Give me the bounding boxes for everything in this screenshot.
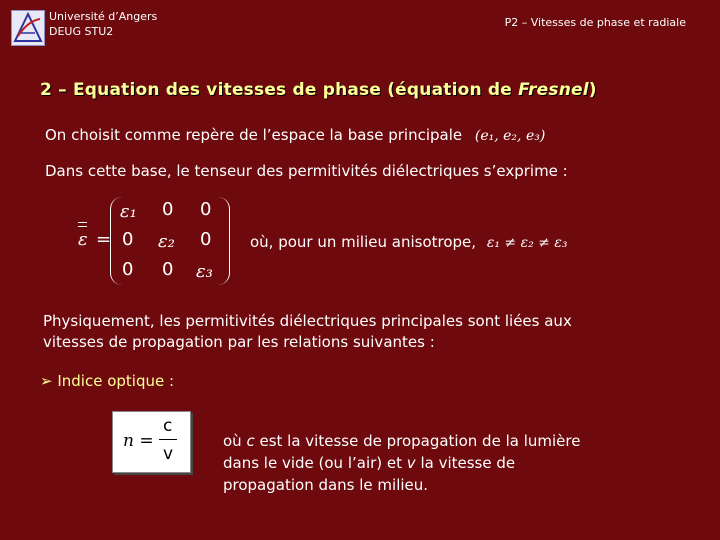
description-text: la vitesse de [415,454,516,472]
description-text: est la vitesse de propagation de la lumière [254,432,581,450]
matrix-cell-zero: 0 [122,259,134,280]
intro-line-1 [45,126,545,144]
formula-numerator: c [163,416,173,436]
matrix-cell-zero: 0 [162,259,174,280]
physics-paragraph [43,311,572,353]
description-text: dans le vide (ou l’air) et [223,454,407,472]
tensor-bar [78,222,87,227]
paragraph-line-1: Physiquement, les permitivités diélectriques principales sont liées aux [43,312,572,330]
matrix-cell-zero: 0 [162,199,174,220]
matrix-cell-eps2: ε₂ [158,231,175,252]
formula-n: n = [123,431,154,451]
formula-denominator: v [163,444,174,464]
matrix-cell-zero: 0 [200,229,212,250]
bullet-optical-index [40,372,174,390]
permittivity-matrix [78,195,228,290]
matrix-cell-zero: 0 [200,199,212,220]
course-title: P2 – Vitesses de phase et radiale [504,16,686,29]
description-line-2 [223,452,580,474]
description-line-3: propagation dans le milieu. [223,476,429,494]
title-suffix: ) [588,80,597,100]
matrix-cell-eps3: ε₃ [196,261,213,282]
anisotropic-text: où, pour un milieu anisotrope, [250,233,477,251]
intro-line-2: Dans cette base, le tenseur des permitivités diélectriques s’exprime : [45,162,568,180]
paragraph-line-2: vitesses de propagation par les relations suivantes : [43,333,435,351]
anisotropic-relation: ε₁ ≠ ε₂ ≠ ε₃ [486,235,568,251]
slide-title [40,80,597,100]
arrow-bullet-icon: ➢ [40,372,53,390]
tensor-symbol: ε [78,229,88,250]
matrix-cell-eps1: ε₁ [120,201,137,222]
university-name: Université d’Angers [49,10,158,23]
matrix-cell-zero: 0 [122,229,134,250]
title-name: Fresnel [518,80,589,100]
symbol-v: v [406,454,416,472]
description-line-1 [223,430,580,452]
program-name: DEUG STU2 [49,25,114,38]
description-text: où [223,432,247,450]
anisotropic-note [250,233,567,251]
symbol-c: c [246,432,255,450]
intro-text-1: On choisit comme repère de l’espace la base principale [45,126,463,144]
equals-sign: = [96,229,112,250]
fraction-bar [159,439,177,440]
bullet-label: Indice optique : [57,372,175,390]
title-prefix: 2 – Equation des vitesses de phase (équation de [40,80,519,100]
header-university-block [49,9,157,39]
formula-description [223,430,580,496]
basis-vectors: (e₁, e₂, e₃) [474,128,546,144]
university-logo [11,10,45,46]
refractive-index-formula [112,411,191,473]
